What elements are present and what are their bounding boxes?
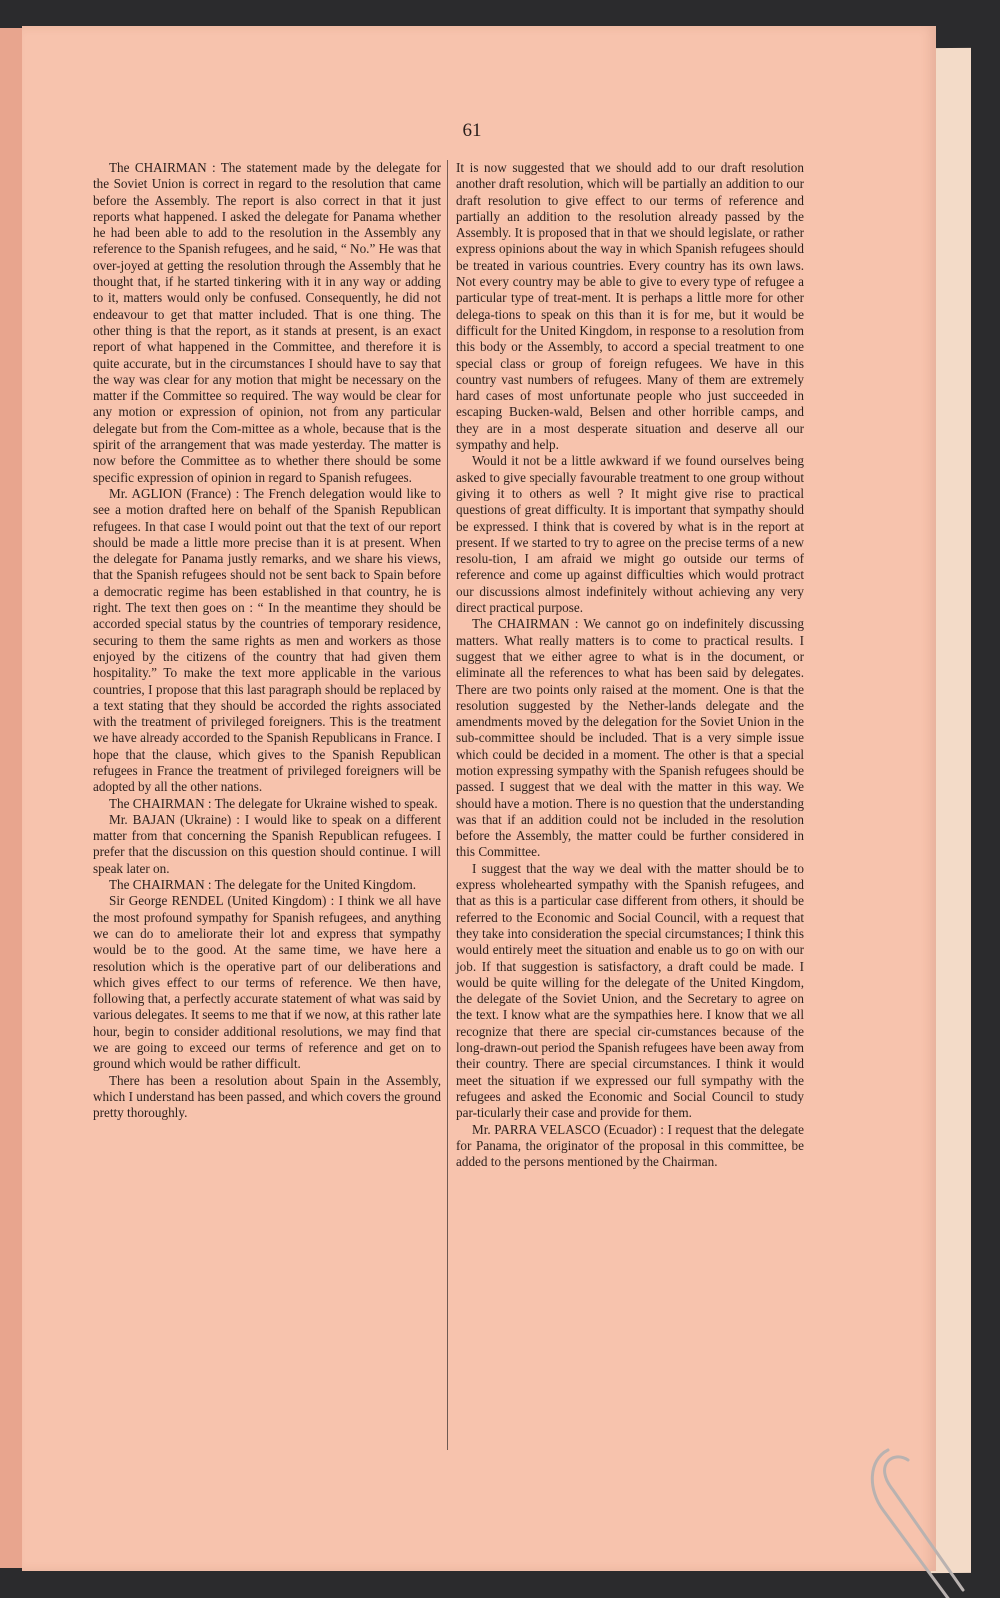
paragraph: Mr. BAJAN (Ukraine) : I would like to speak on a different matter from that concerning the Spanish Republican refugees. I prefer that the discussion on this question should continue. I will speak later on. [93,811,441,876]
paragraph: The CHAIRMAN : We cannot go on indefinitely discussing matters. What really matters is to come to practical results. I suggest that we either agree to what is in the document, or eliminate all the references to what has been said by delegates. There are two points only raised at the moment. One is that the resolution suggested by the Nether-lands delegate and the amendments moved by the delegation for the Soviet Union in the sub-committee should be included. That is a very simple issue which could be decided in a moment. The other is that a special motion expressing sympathy with the Spanish refugees should be passed. I suggest that we deal with the matter in this way. We should have a motion. There is no question that the understanding was that if an addition could not be included in the resolution before the Assembly, the matter could be further considered in this Committee. [456,616,804,860]
paragraph: Sir George RENDEL (United Kingdom) : I think we all have the most profound sympathy for Spanish refugees, and anything we can do to ameliorate their lot and express that sympathy would be to the good. At the same time, we have here a resolution which is the operative part of our deliberations and which gives effect to our terms of reference. We then have, following that, a perfectly accurate statement of what was said by various delegates. It seems to me that if we now, at this rather late hour, begin to consider additional resolutions, we may find that we are going to exceed our terms of reference and get on to ground which would be rather difficult. [93,893,441,1072]
paragraph: Mr. AGLION (France) : The French delegation would like to see a motion drafted here on behalf of the Spanish Republican refugees. In that case I would point out that the text of our report should be made a little more precise than it is at present. When the delegate for Panama justly remarks, and we share his views, that the Spanish refugees should not be sent back to Spain before a democratic regime has been established in that country, he is right. The text then goes on : “ In the meantime they should be accorded special status by the countries of temporary residence, securing to them the same rights as men and workers as those enjoyed by the citizens of the country that had given them hospitality.” To make the text more applicable in the various countries, I propose that this last paragraph should be replaced by a text stating that they should be accorded the rights associated with the treatment of privileged foreigners. This is the treatment we have already accorded to the Spanish Republicans in France. I hope that the clause, which gives to the Spanish Republican refugees in France the treatment of privileged foreigners will be adopted by all the other nations. [93,485,441,795]
paragraph: Mr. PARRA VELASCO (Ecuador) : I request that the delegate for Panama, the originator of the proposal in this committee, be added to the persons mentioned by the Chairman. [456,1121,804,1170]
paragraph: Would it not be a little awkward if we found ourselves being asked to give specially favourable treatment to one group without giving it to others as well ? It might give rise to practical questions of great difficulty. It is important that sympathy should be expressed. I think that is covered by what is in the report at present. If we started to try to agree on the precise terms of a new resolu-tion, I am afraid we might go outside our terms of reference and come up against difficulties which would protract our discussions almost indefinitely without achieving any very direct practical purpose. [456,453,804,616]
underlying-page-edge [930,48,971,1573]
paragraph: The CHAIRMAN : The delegate for the United Kingdom. [109,877,417,893]
paragraph: It is now suggested that we should add to our draft resolution another draft resolution, which will be partially an addition to our draft resolution to give effect to our terms of reference and partially an addition to the resolution already passed by the Assembly. It is proposed that in that we should legislate, or rather express opinions about the way in which Spanish refugees should be treated in various countries. Every country has its own laws. Not every country may be able to give to every type of refugee a particular type of treat-ment. It is perhaps a little more for other delega-tions to speak on this than it is for me, but it would be difficult for the United Kingdom, in response to a resolution from this body or the Assembly, to accord a special treatment to one special class or group of foreign refugees. We have in this country vast numbers of refugees. Many of them are extremely hard cases of most unfortunate people who just succeeded in escaping Bucken-wald, Belsen and other horrible camps, and they are in a most desperate situation and deserve all our sympathy and help. [456,160,804,453]
previous-page-edge [0,28,24,1568]
paragraph: I suggest that the way we deal with the matter should be to express wholehearted sympathy with the Spanish refugees, and that as this is a particular case different from others, it should be referred to the Economic and Social Council, with a request that they take into consideration the special circumstances; I think this would entirely meet the situation and enable us to go on with our job. If that suggestion is satisfactory, a draft could be made. I would be quite willing for the delegate of the United Kingdom, the delegate of the Soviet Union, and the Secretary to agree on the text. I know what are the sympathies here. I know that we all recognize that there are special cir-cumstances because of the long-drawn-out period the Spanish refugees have been away from their country. There are special circumstances. I think it would meet the situation if we expressed our full sympathy with the refugees and asked the Economic and Social Council to study par-ticularly their case and provide for them. [456,860,804,1121]
right-column [456,160,804,1170]
left-column [93,160,441,1122]
paragraph: The CHAIRMAN : The statement made by the delegate for the Soviet Union is correct in regard to the resolution that came before the Assembly. The report is also correct in that it just reports what happened. I asked the delegate for Panama whether he had been able to add to the resolution in the Assembly any reference to the Spanish refugees, and he said, “ No.” He was that over-joyed at getting the resolution through the Assembly that he thought that, if he started tinkering with it in any way or adding to it, matters would only be confused. Consequently, he did not endeavour to get that matter included. That is one thing. The other thing is that the report, as it stands at present, is an exact report of what happened in the Committee, and therefore it is quite accurate, but in the circumstances I should have to say that the way was clear for any motion that might be necessary on the matter if the Committee so required. The way would be clear for any motion or expression of opinion, not from any particular delegate but from the Com-mittee as a whole, because that is the spirit of the arrangement that was made yesterday. The matter is now before the Committee as to whether there should be some specific expression of opinion in regard to Spanish refugees. [93,160,441,485]
page [22,26,936,1571]
paragraph: There has been a resolution about Spain in the Assembly, which I understand has been passed, and which covers the ground pretty thoroughly. [93,1072,441,1121]
paperclip-icon [868,1440,1000,1598]
column-divider [447,160,448,1450]
page-number: 61 [462,120,482,141]
paragraph: The CHAIRMAN : The delegate for Ukraine wished to speak. [109,795,438,811]
